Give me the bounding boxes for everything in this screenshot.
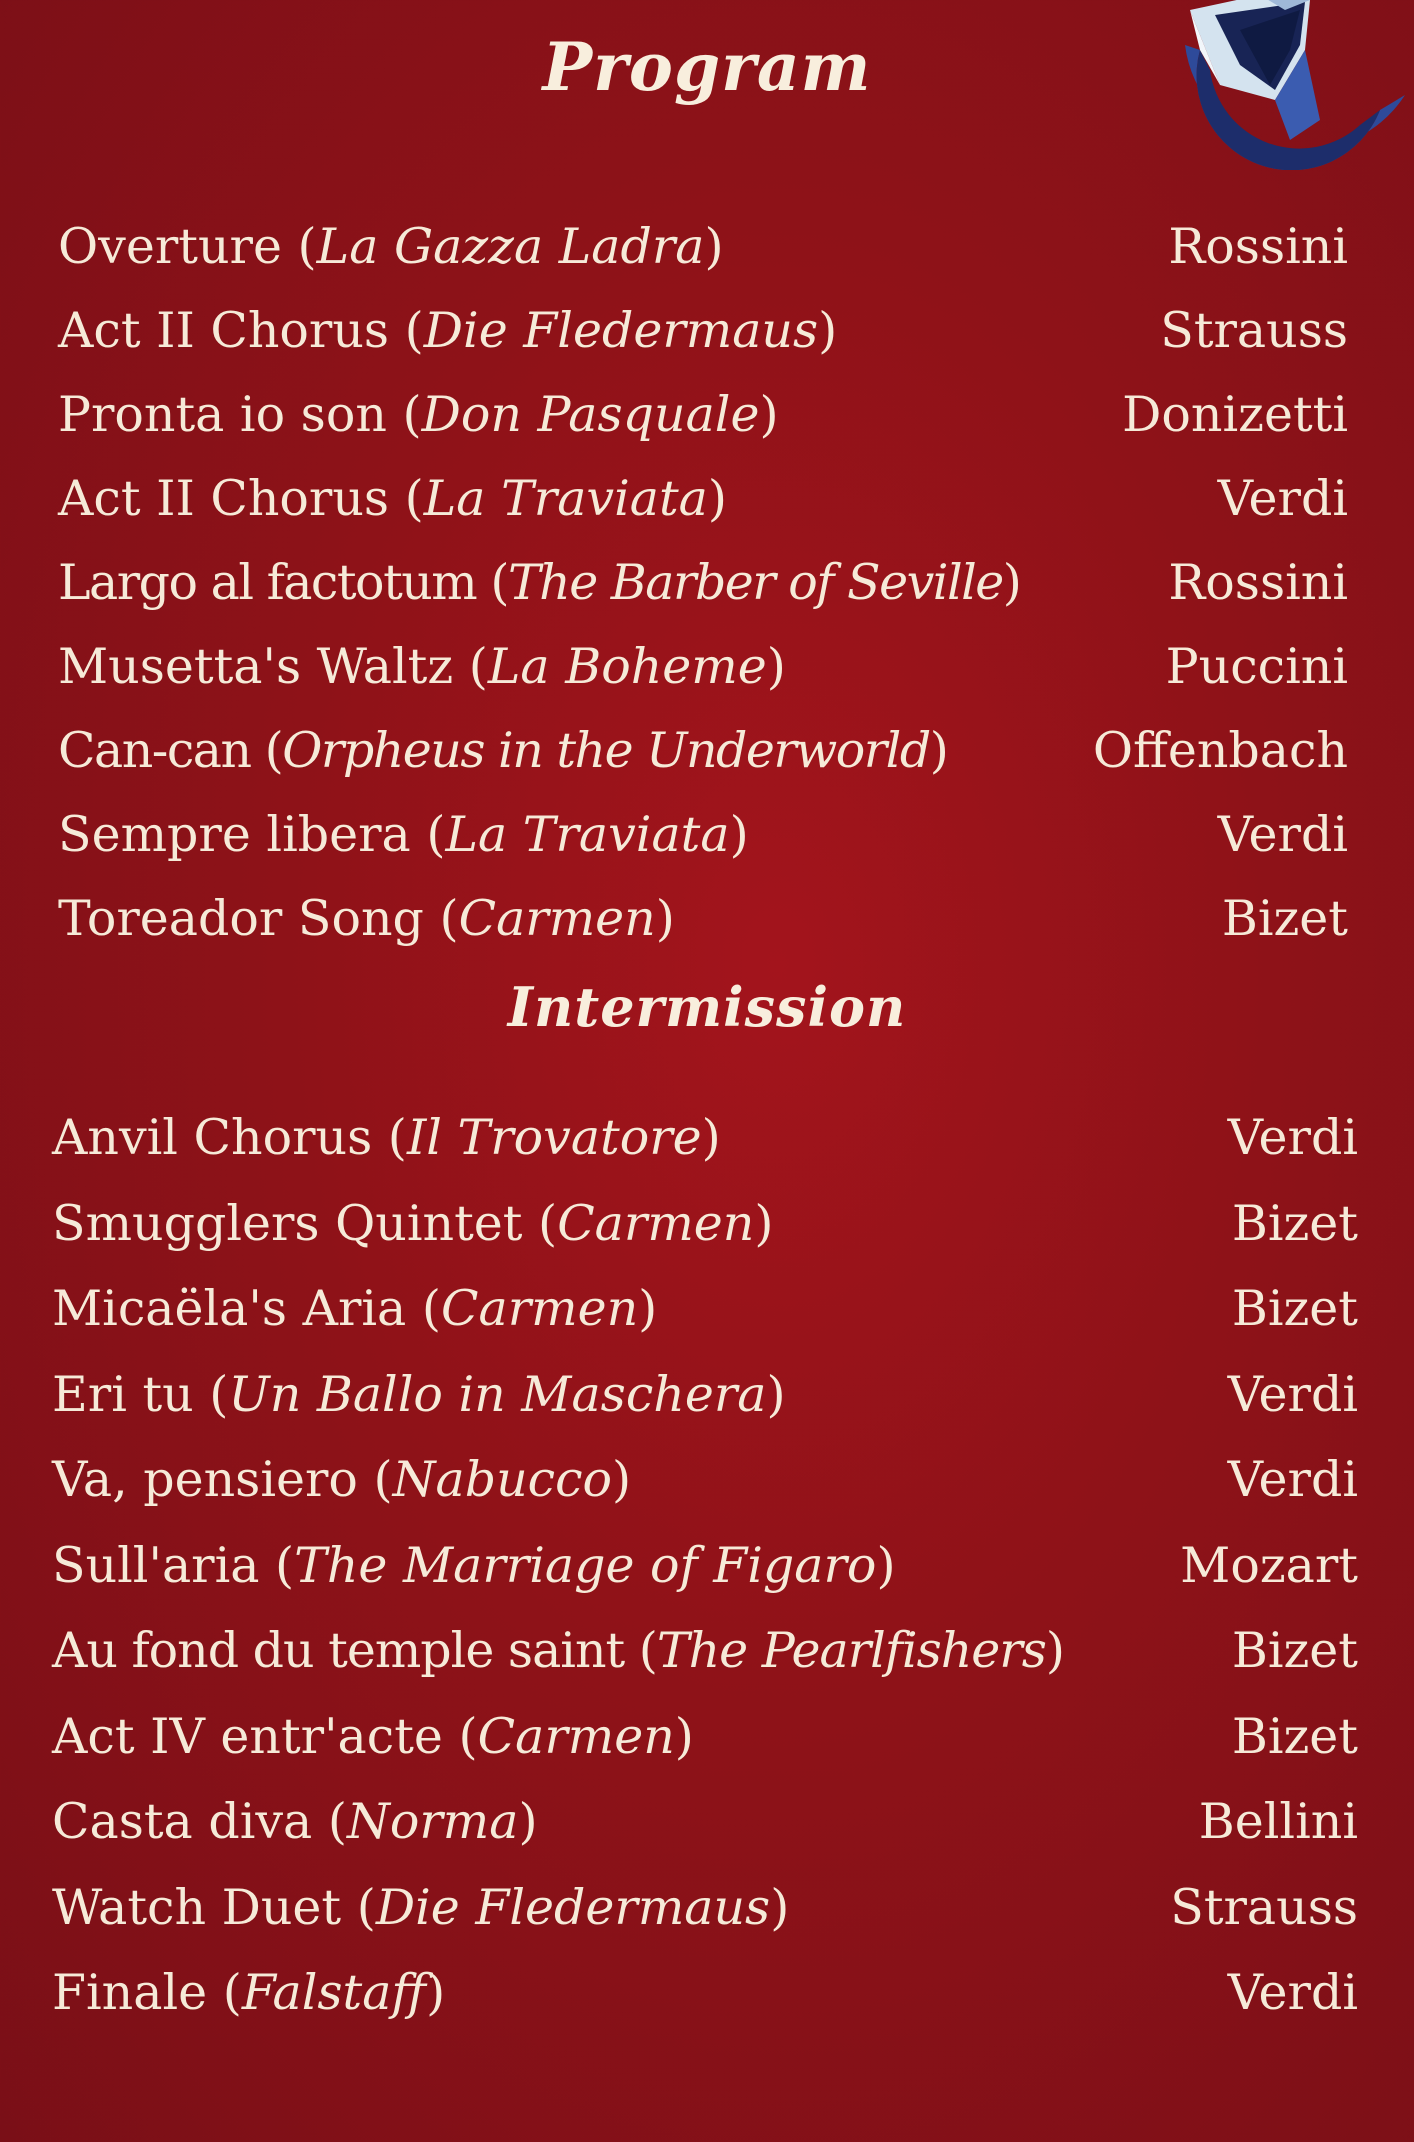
opera-name: La Gazza Ladra (316, 218, 705, 275)
list-item (52, 1608, 1358, 1694)
list-item (58, 541, 1348, 625)
composer-name: Bizet (1231, 1280, 1358, 1337)
list-item (58, 793, 1348, 877)
opera-name: Il Trovatore (406, 1109, 702, 1166)
list-item (52, 1266, 1358, 1352)
composer-name: Verdi (1227, 1964, 1358, 2021)
opera-name: Carmen (477, 1707, 675, 1765)
first-half-list (58, 205, 1348, 961)
piece-title: Anvil Chorus (Il Trovatore) (52, 1109, 721, 1166)
piece-title: Act IV entr'acte (Carmen) (52, 1707, 694, 1765)
piece-title: Micaëla's Aria (Carmen) (52, 1280, 658, 1337)
list-item (52, 1865, 1358, 1951)
list-item (58, 625, 1348, 709)
opera-name: La Traviata (423, 470, 708, 527)
piece-title: Overture (La Gazza Ladra) (58, 218, 724, 275)
composer-name: Verdi (1217, 806, 1348, 863)
composer-name: Bizet (1221, 890, 1348, 947)
opera-name: La Boheme (487, 638, 767, 695)
piece-title: Musetta's Waltz (La Boheme) (58, 638, 786, 695)
piece-title: Largo al factotum (The Barber of Seville) (58, 554, 1021, 611)
opera-name: Carmen (440, 1280, 639, 1337)
list-item (52, 1095, 1358, 1181)
piece-title: Sull'aria (The Marriage of Figaro) (52, 1536, 896, 1594)
opera-name: Die Fledermaus (423, 302, 819, 359)
piece-title: Sempre libera (La Traviata) (58, 806, 749, 863)
composer-name: Mozart (1180, 1536, 1358, 1594)
list-item (52, 1181, 1358, 1267)
composer-name: Bellini (1198, 1793, 1358, 1850)
piece-title: Casta diva (Norma) (52, 1793, 538, 1850)
piece-title: Act II Chorus (La Traviata) (58, 470, 728, 527)
list-item (58, 709, 1348, 793)
piece-title: Au fond du temple saint (The Pearlfishers) (52, 1622, 1064, 1679)
second-half-list (52, 1095, 1358, 2036)
piece-title: Pronta io son (Don Pasquale) (58, 386, 779, 443)
list-item (52, 1523, 1358, 1609)
composer-name: Rossini (1168, 554, 1348, 611)
piece-title: Eri tu (Un Ballo in Maschera) (52, 1365, 786, 1423)
list-item (52, 1779, 1358, 1865)
list-item (58, 373, 1348, 457)
opera-name: Die Fledermaus (375, 1878, 771, 1936)
list-item (58, 205, 1348, 289)
list-item (52, 1694, 1358, 1780)
composer-name: Verdi (1217, 470, 1348, 527)
list-item (52, 1352, 1358, 1438)
list-item (52, 1950, 1358, 2036)
composer-name: Bizet (1231, 1707, 1358, 1765)
piece-title: Can-can (Orpheus in the Underworld) (58, 722, 948, 779)
composer-name: Bizet (1231, 1194, 1358, 1252)
composer-name: Rossini (1168, 218, 1348, 275)
composer-name: Strauss (1160, 302, 1348, 359)
opera-name: La Traviata (445, 806, 730, 863)
opera-name: Un Ballo in Maschera (228, 1365, 767, 1423)
composer-name: Verdi (1227, 1109, 1358, 1166)
piece-title: Watch Duet (Die Fledermaus) (52, 1878, 790, 1936)
piece-title: Act II Chorus (Die Fledermaus) (58, 302, 838, 359)
piece-title: Finale (Falstaff) (52, 1964, 446, 2021)
opera-name: Nabucco (392, 1451, 613, 1508)
program-heading: Program (542, 28, 872, 106)
composer-name: Offenbach (1092, 722, 1348, 779)
composer-name: Strauss (1170, 1878, 1358, 1936)
opera-name: The Pearlfishers (656, 1622, 1046, 1679)
piece-title: Toreador Song (Carmen) (58, 890, 675, 947)
opera-name: Orpheus in the Underworld (282, 722, 930, 779)
composer-name: Verdi (1227, 1451, 1358, 1508)
composer-name: Puccini (1165, 638, 1348, 695)
piece-title: Va, pensiero (Nabucco) (52, 1451, 632, 1508)
composer-name: Donizetti (1122, 386, 1348, 443)
opera-name: Norma (346, 1793, 519, 1850)
opera-name: Carmen (458, 890, 656, 947)
intermission-heading: Intermission (507, 975, 907, 1039)
opera-name: Don Pasquale (421, 386, 760, 443)
opera-name: The Marriage of Figaro (294, 1536, 877, 1594)
opera-name: Carmen (557, 1194, 755, 1252)
list-item (52, 1437, 1358, 1523)
list-item (58, 457, 1348, 541)
list-item (58, 289, 1348, 373)
opera-name: The Barber of Seville (507, 554, 1003, 611)
composer-name: Verdi (1227, 1365, 1358, 1423)
piece-title: Smugglers Quintet (Carmen) (52, 1194, 774, 1252)
composer-name: Bizet (1231, 1622, 1358, 1679)
list-item (58, 877, 1348, 961)
opera-name: Falstaff (241, 1964, 427, 2021)
